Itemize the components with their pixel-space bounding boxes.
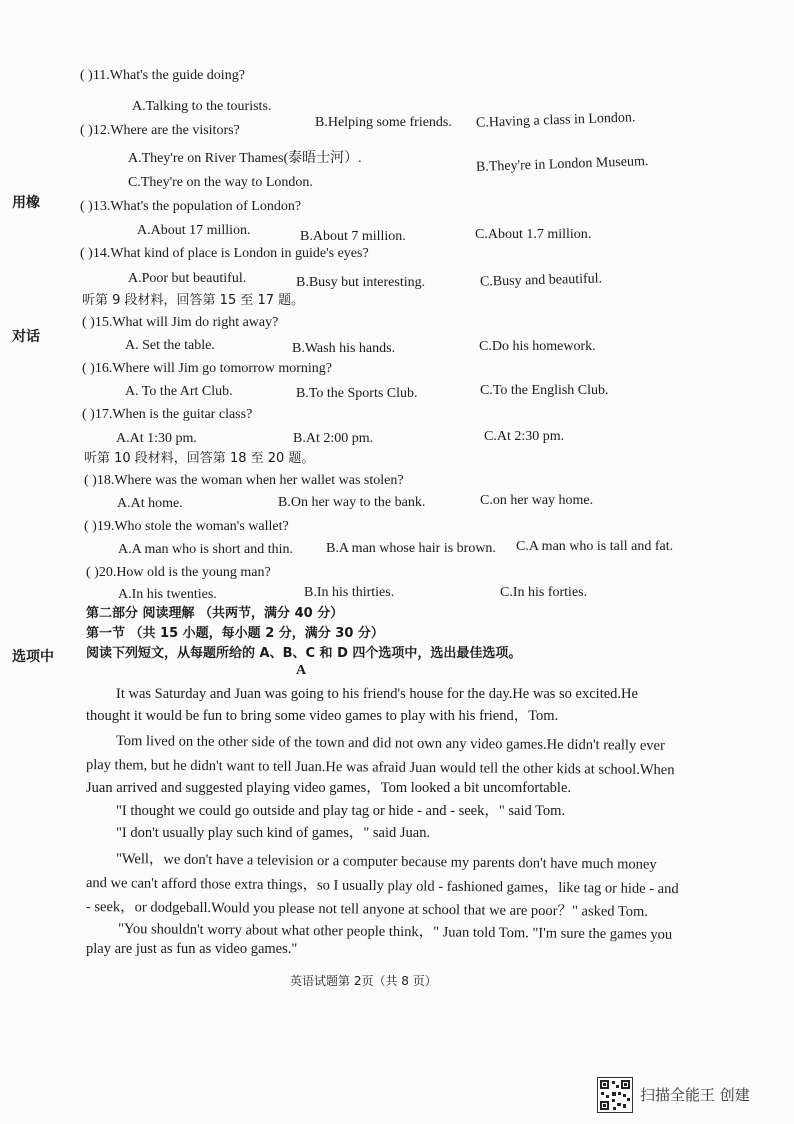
option: B.About 7 million. [300, 229, 406, 244]
question-stem: ( )11.What's the guide doing? [80, 68, 245, 83]
option: C.A man who is tall and fat. [516, 539, 674, 554]
option: C.Busy and beautiful. [479, 271, 603, 290]
passage-line: Juan arrived and suggested playing video games，Tom looked a bit uncomfortable. [86, 780, 572, 796]
question-stem: ( )12.Where are the visitors? [80, 123, 240, 138]
passage-line: "I thought we could go outside and play tag or hide - and - seek，" said Tom. [116, 803, 566, 819]
page-footer: 英语试题第 2页（共 8 页） [290, 974, 437, 988]
question-stem: ( )19.Who stole the woman's wallet? [84, 519, 289, 534]
question-stem: ( )14.What kind of place is London in guide's eyes? [80, 246, 369, 261]
section-direction: 阅读下列短文，从每题所给的 A、B、C 和 D 四个选项中，选出最佳选项。 [86, 646, 522, 661]
option: B.On her way to the bank. [278, 495, 426, 510]
option: A.About 17 million. [137, 223, 251, 238]
option: A.At 1:30 pm. [116, 431, 197, 446]
passage-line: thought it would be fun to bring some video games to play with his friend，Tom. [86, 708, 559, 724]
part-title: 第二部分 阅读理解 （共两节，满分 40 分） [86, 606, 344, 621]
passage-label: A [296, 663, 307, 678]
question-stem: ( )16.Where will Jim go tomorrow morning? [82, 361, 333, 376]
passage-line: Tom lived on the other side of the town and did not own any video games.He didn't really ever [115, 733, 665, 754]
question-stem: ( )18.Where was the woman when her wallet was stolen? [84, 473, 404, 488]
question-stem: ( )17.When is the guitar class? [82, 407, 253, 422]
listening-instruction: 听第 10 段材料，回答第 18 至 20 题。 [84, 451, 315, 466]
option: B.To the Sports Club. [296, 386, 418, 401]
passage-line: play them, but he didn't want to tell Juan.He was afraid Juan would tell the other kids at school.When [85, 757, 675, 779]
option: C.About 1.7 million. [475, 227, 592, 242]
option: A.Talking to the tourists. [132, 99, 272, 114]
option: B.Helping some friends. [315, 115, 452, 130]
option: C.In his forties. [500, 585, 588, 600]
question-stem: ( )20.How old is the young man? [86, 565, 271, 580]
passage-line: "I don't usually play such kind of games，" said Juan. [116, 825, 431, 841]
question-stem: ( )13.What's the population of London? [80, 199, 302, 214]
option: A.They're on River Thames(泰晤士河）. [128, 151, 362, 166]
option: B.A man whose hair is brown. [326, 541, 496, 556]
option: B.In his thirties. [304, 585, 395, 600]
option: C.To the English Club. [480, 383, 609, 398]
qr-code-icon [597, 1077, 633, 1113]
option: B.Wash his hands. [292, 341, 396, 356]
option: B.Busy but interesting. [296, 275, 426, 290]
passage-line: "You shouldn't worry about what other people think，" Juan told Tom. "I'm sure the games you [117, 921, 673, 943]
question-stem: ( )15.What will Jim do right away? [82, 315, 279, 330]
passage-line: - seek，or dodgeball.Would you please not tell anyone at school that we are poor？" asked Tom. [85, 899, 649, 920]
option: A.At home. [117, 496, 183, 511]
scanner-watermark: 扫描全能王 创建 [640, 1086, 750, 1104]
margin-label: 用橡 [12, 195, 40, 211]
option: A.In his twenties. [118, 587, 217, 602]
option: A. To the Art Club. [125, 384, 233, 399]
option: B.At 2:00 pm. [293, 431, 374, 446]
option: B.They're in London Museum. [475, 153, 649, 176]
section-title: 第一节 （共 15 小题，每小题 2 分，满分 30 分） [86, 626, 384, 641]
passage-line: play are just as fun as video games." [86, 941, 298, 957]
option: C.on her way home. [480, 493, 594, 508]
passage-line: It was Saturday and Juan was going to his friend's house for the day.He was so excited.He [116, 686, 638, 702]
option: C.They're on the way to London. [128, 175, 313, 190]
option: C.At 2:30 pm. [484, 429, 565, 444]
listening-instruction: 听第 9 段材料，回答第 15 至 17 题。 [82, 293, 305, 308]
option: A.A man who is short and thin. [118, 542, 293, 557]
margin-label: 对话 [12, 329, 40, 345]
option: A. Set the table. [125, 338, 215, 353]
option: C.Having a class in London. [475, 110, 636, 131]
margin-label: 选项中 [12, 649, 54, 665]
option: C.Do his homework. [479, 339, 596, 354]
passage-line: "Well，we don't have a television or a computer because my parents don't have much money [115, 851, 657, 873]
option: A.Poor but beautiful. [128, 271, 247, 286]
passage-line: and we can't afford those extra things，so I usually play old - fashioned games，like tag or hide - and [85, 875, 679, 898]
